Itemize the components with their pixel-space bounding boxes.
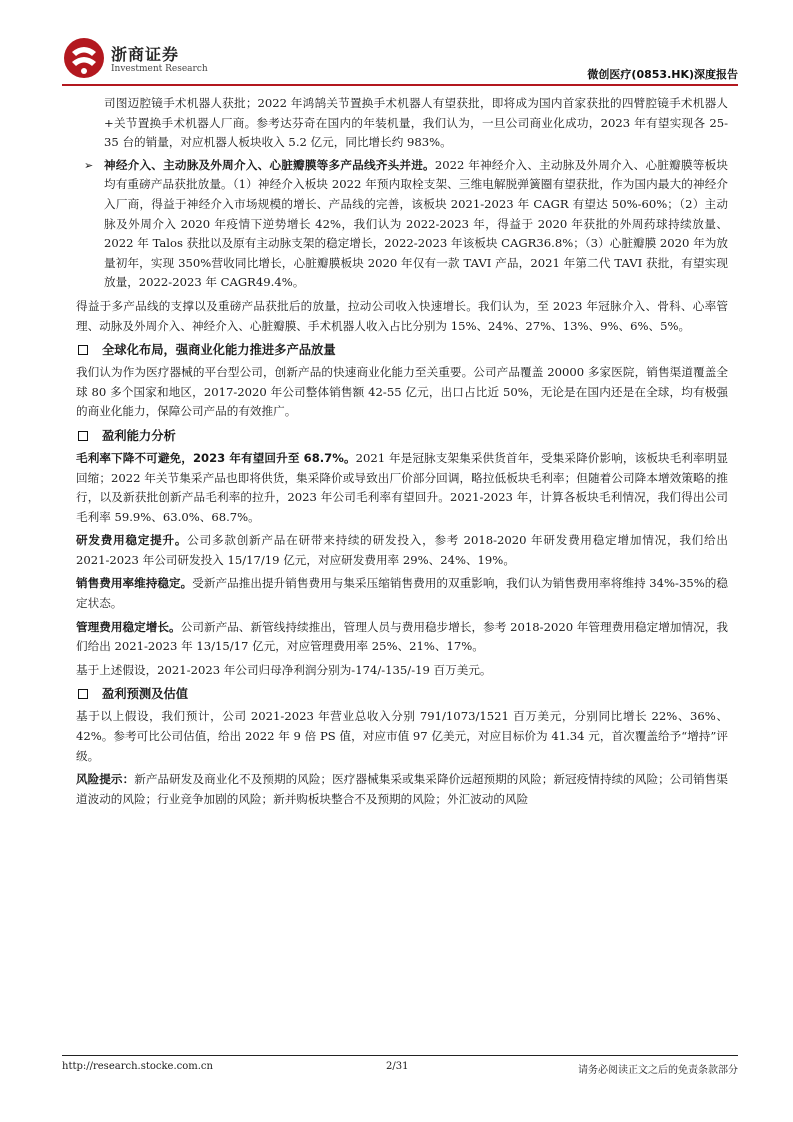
section-globalization [76,340,728,361]
gm-bold: 毛利率下降不可避免，2023 年有望回升至 68.7%。 [76,450,356,465]
paragraph-rd [76,531,728,570]
square-box-icon [78,345,88,355]
bullet-product-lines [76,156,728,293]
zheshang-logo-icon [62,36,106,80]
square-box-icon [78,689,88,699]
paragraph-admin [76,618,728,657]
bullet-text [104,156,728,293]
rd-bold: 研发费用稳定提升。 [76,533,188,548]
page-number: 2/31 [386,1061,409,1072]
page-header [62,36,738,86]
sales-bold: 销售费用率维持稳定。 [76,576,193,591]
paragraph-commercialization: 我们认为作为医疗器械的平台型公司，创新产品的快速商业化能力至关重要。公司产品覆盖 20000 多家医院，销售渠道覆盖全球 80 多个国家和地区，2017-2020 年公司整体销售额 42-55 亿元，出口占比近 50%，无论是在国内还是在全球，均有极强的商业化能力，保障公司产品的有效推广。 [76,365,728,419]
section-forecast [76,684,728,705]
brand-name-cn: 浙商证券 [111,45,180,64]
risk-body: 新产品研发及商业化不及预期的风险；医疗器械集采或集采降价远超预期的风险；新冠疫情持续的风险；公司销售渠道波动的风险；行业竞争加剧的风险；新并购板块整合不及预期的风险；外汇波动的风险 [76,772,728,806]
paragraph-gross-margin [76,449,728,527]
paragraph-valuation: 基于以上假设，我们预计，公司 2021-2023 年营业总收入分别 791/1073/1521 百万美元，分别同比增长 22%、36%、42%。参考可比公司估值，给出 2022 年 9 倍 PS 值，对应市值 97 亿美元，对应目标价为 41.34 元，首次覆盖给予“增持”评级。 [76,709,728,763]
section-title: 盈利能力分析 [102,428,176,443]
brand-name-en: Investment Research [111,64,208,74]
sales-body: 受新产品推出提升销售费用与集采压缩销售费用的双重影响，我们认为销售费用率将维持 34%-35%的稳定状态。 [76,576,728,611]
bullet-body: 2022 年神经介入、主动脉及外周介入、心脏瓣膜等板块均有重磅产品获批放量。（1）神经介入板块 2022 年预内取栓支架、三维电解脱弹簧圈有望获批，作为国内最大的神经介入厂商，得益于神经介入市场规模的增长、产品线的完善，该板块 2021-2023 年 CAGR 有望达 50%-60%；（2）主动脉及外周介入 2020 年疫情下逆势增长 42%，我们认为 2022-2023 年，得益于 2020 年获批的外周药球持续放量、2022 年 Talos 获批以及原有主动脉支架的稳定增长，2022-2023 年该板块 CAGR36.8%；（3）心脏瓣膜 2020 年为放量初年，实现 350%营收同比增长，心脏瓣膜板块 2020 年仅有一款 TAVI 产品，2021 年第二代 TAVI 获批，有望实现放量，2022-2023 年 CAGR49.4%。 [104,157,728,290]
gm-body: 2021 年是冠脉支架集采供货首年，受集采降价影响，该板块毛利率明显回缩；2022 年关节集采产品也即将供货，集采降价或导致出厂价部分回调，略拉低板块毛利率；但随着公司降本增效策略的推行，以及新获批创新产品毛利率的拉升，2023 年公司毛利率有望回升。2021-2023 年，计算各板块毛利情况，我们得出公司毛利率 59.9%、63.0%、68.7%。 [76,450,728,524]
main-content [76,94,728,809]
admin-body: 公司新产品、新管线持续推出，管理人员与费用稳步增长，参考 2018-2020 年管理费用稳定增加情况，我们给出 2021-2023 年 13/15/17 亿元，对应管理费用率 25%、21%、17%。 [76,619,728,654]
footer-divider [62,1055,738,1056]
report-title: 微创医疗(0853.HK)深度报告 [587,68,738,81]
bullet-bold: 神经介入、主动脉及外周介入、心脏瓣膜等多产品线齐头并进。 [104,157,435,172]
risk-bold: 风险提示： [76,772,135,787]
rd-body: 公司多款创新产品在研带来持续的研发投入，参考 2018-2020 年研发费用稳定增加情况，我们给出 2021-2023 年公司研发投入 15/17/19 亿元，对应研发费用率 29%、24%、19%。 [76,533,728,567]
square-box-icon [78,431,88,441]
footer-url[interactable]: http://research.stocke.com.cn [62,1061,213,1072]
admin-bold: 管理费用稳定增长。 [76,619,181,634]
paragraph-robot: 司图迈腔镜手术机器人获批；2022 年鸿鹄关节置换手术机器人有望获批，即将成为国内首家获批的四臂腔镜手术机器人+关节置换手术机器人厂商。参考达芬奇在国内的年装机量，我们认为，一旦公司商业化成功，2023 年有望实现各 25-35 台的销量，对应机器人板块收入 5.2 亿元，同比增长约 983%。 [104,96,728,150]
footer-disclaimer: 请务必阅读正文之后的免责条款部分 [578,1065,738,1076]
arrow-right-icon: ➢ [84,158,94,172]
paragraph-risk [76,770,728,809]
paragraph-sales [76,574,728,613]
section-title: 全球化布局，强商业化能力推进多产品放量 [102,343,336,358]
paragraph-revenue-mix: 得益于多产品线的支撑以及重磅产品获批后的放量，拉动公司收入快速增长。我们认为，至 2023 年冠脉介入、骨科、心率管理、动脉及外周介入、神经介入、心脏瓣膜、手术机器人收入占比分别为 15%、24%、27%、13%、9%、6%、5%。 [76,298,728,333]
section-profitability [76,426,728,447]
section-title: 盈利预测及估值 [102,687,189,702]
paragraph-net-profit: 基于上述假设，2021-2023 年公司归母净利润分别为-174/-135/-19 百万美元。 [76,662,492,677]
header-divider [62,84,738,86]
